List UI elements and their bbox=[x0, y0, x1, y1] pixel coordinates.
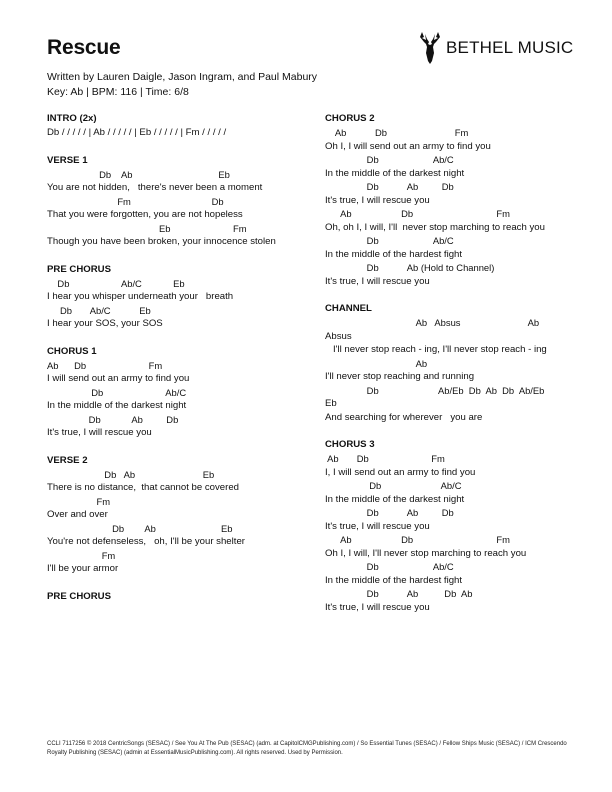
section-title: PRE CHORUS bbox=[47, 590, 111, 602]
section-title: VERSE 1 bbox=[47, 154, 88, 166]
section-title: VERSE 2 bbox=[47, 454, 88, 466]
chord-line: Fm Db bbox=[47, 195, 224, 207]
lyric-line: Db / / / / / | Ab / / / / / | Eb / / / / / | Fm / / / / / bbox=[47, 127, 227, 138]
chord-line: Ab Absus Ab bbox=[325, 317, 540, 328]
section-title: CHORUS 3 bbox=[325, 439, 375, 450]
song-section bbox=[47, 154, 307, 249]
lyric-line: And searching for wherever you are bbox=[325, 411, 483, 423]
lyric-line: Oh I, I will, I'll never stop marching to reach you bbox=[325, 547, 527, 559]
song-credits bbox=[47, 70, 317, 100]
chord-line: Db Ab Db bbox=[325, 507, 454, 518]
lyric-line: I'll never stop reaching and running bbox=[325, 371, 475, 382]
song-meta: Key: Ab | BPM: 116 | Time: 6/8 bbox=[47, 86, 189, 98]
songwriters: Written by Lauren Daigle, Jason Ingram, and Paul Mabury bbox=[47, 71, 318, 83]
section-title: CHORUS 2 bbox=[325, 113, 375, 124]
lyric-line: Over and over bbox=[47, 509, 108, 520]
chord-line: Ab Db Fm bbox=[325, 208, 510, 219]
chord-line: Db Ab Eb bbox=[47, 468, 215, 480]
lyric-line: Eb bbox=[325, 398, 337, 409]
chord-line: Fm bbox=[47, 495, 111, 507]
lyric-line: It's true, I will rescue you bbox=[47, 427, 152, 438]
song-section bbox=[47, 345, 307, 440]
lyric-line: I will send out an army to find you bbox=[47, 373, 190, 384]
lyric-line: Though you have been broken, your innocence stolen bbox=[47, 236, 276, 247]
chord-line: Db Ab/C Eb bbox=[47, 304, 151, 316]
lyric-line: In the middle of the hardest fight bbox=[325, 574, 463, 586]
lyric-line: I'll never stop reach - ing, I'll never stop reach - ing bbox=[325, 344, 547, 355]
lyric-line: In the middle of the darkest night bbox=[325, 493, 465, 505]
copyright-footer: CCLI 7117256 © 2018 CentricSongs (SESAC) / See You At The Pub (SESAC) (adm. at CapitolCMGPublishing.com) / So Essential Tunes (SESAC) / Fellow Ships Music (SESAC) / ICM Crescendo Royalty Publishing (SESAC) (admin at EssentialMusicPublishing.com). All rights reserved. Used by Permission. bbox=[47, 741, 567, 756]
lyric-line: You are not hidden, there's never been a moment bbox=[47, 182, 263, 193]
lyric-line: Absus bbox=[325, 330, 352, 342]
lyric-line: In the middle of the darkest night bbox=[47, 400, 187, 411]
song-section bbox=[47, 112, 307, 140]
chord-line: Ab bbox=[325, 357, 428, 369]
chord-line: Db Ab/C Eb bbox=[47, 277, 185, 289]
song-section bbox=[47, 263, 307, 331]
lyric-line: It's true, I will rescue you bbox=[325, 194, 430, 206]
chord-line: Db Ab/C bbox=[325, 235, 454, 246]
chord-line: Db Ab Db bbox=[325, 181, 454, 192]
chord-line: Db Ab/C bbox=[325, 480, 462, 491]
chord-line: Db Ab Eb bbox=[47, 168, 230, 180]
song-section bbox=[325, 302, 585, 424]
lyric-line: In the middle of the darkest night bbox=[325, 167, 465, 179]
song-section bbox=[325, 112, 585, 288]
chord-line: Ab Db Fm bbox=[47, 359, 163, 371]
lyric-line: I'll be your armor bbox=[47, 563, 119, 574]
song-title: Rescue bbox=[47, 36, 121, 59]
publisher-logo-text: BETHEL MUSIC bbox=[446, 38, 574, 57]
section-title: PRE CHORUS bbox=[47, 263, 111, 275]
lyric-line: I hear you whisper underneath your breath bbox=[47, 291, 234, 302]
lyric-line: There is no distance, that cannot be covered bbox=[47, 482, 239, 493]
song-section bbox=[47, 590, 307, 604]
chord-line: Db Ab/C bbox=[325, 561, 454, 572]
chord-line: Fm bbox=[47, 549, 116, 561]
chord-line: Db Ab (Hold to Channel) bbox=[325, 262, 495, 273]
publisher-logo bbox=[419, 31, 573, 65]
chord-line: Db Ab Db Ab bbox=[325, 588, 473, 599]
section-title: INTRO (2x) bbox=[47, 113, 97, 124]
left-column bbox=[47, 112, 307, 618]
right-column bbox=[325, 112, 585, 628]
lyric-line: I, I will send out an army to find you bbox=[325, 466, 476, 478]
lyric-line: It's true, I will rescue you bbox=[325, 520, 430, 532]
chord-line: Db Ab/C bbox=[325, 154, 454, 165]
lyric-line: In the middle of the hardest fight bbox=[325, 248, 463, 260]
lyric-line: Oh I, I will send out an army to find you bbox=[325, 140, 491, 152]
lyric-line: That you were forgotten, you are not hopeless bbox=[47, 209, 243, 220]
chord-line: Db Ab/C bbox=[47, 386, 187, 398]
lyric-line: It's true, I will rescue you bbox=[325, 275, 430, 287]
chord-line: Db Ab Eb bbox=[47, 522, 233, 534]
lyric-line: It's true, I will rescue you bbox=[325, 601, 430, 613]
chord-line: Db Ab Db bbox=[47, 413, 179, 425]
chord-line: Ab Db Fm bbox=[325, 534, 510, 545]
song-section bbox=[325, 438, 585, 614]
lyric-line: Oh, oh I, I will, I'll never stop marching to reach you bbox=[325, 221, 545, 233]
chord-line: Ab Db Fm bbox=[325, 453, 445, 464]
chord-line: Ab Db Fm bbox=[325, 127, 469, 138]
chord-line: Db Ab/Eb Db Ab Db Ab/Eb bbox=[325, 384, 545, 396]
chord-line: Eb Fm bbox=[47, 222, 247, 234]
section-title: CHORUS 1 bbox=[47, 345, 97, 357]
lyric-line: You're not defenseless, oh, I'll be your shelter bbox=[47, 536, 245, 547]
deer-head-icon bbox=[419, 31, 441, 65]
song-section bbox=[47, 454, 307, 576]
section-title: CHANNEL bbox=[325, 303, 372, 314]
lyric-line: I hear your SOS, your SOS bbox=[47, 318, 163, 329]
